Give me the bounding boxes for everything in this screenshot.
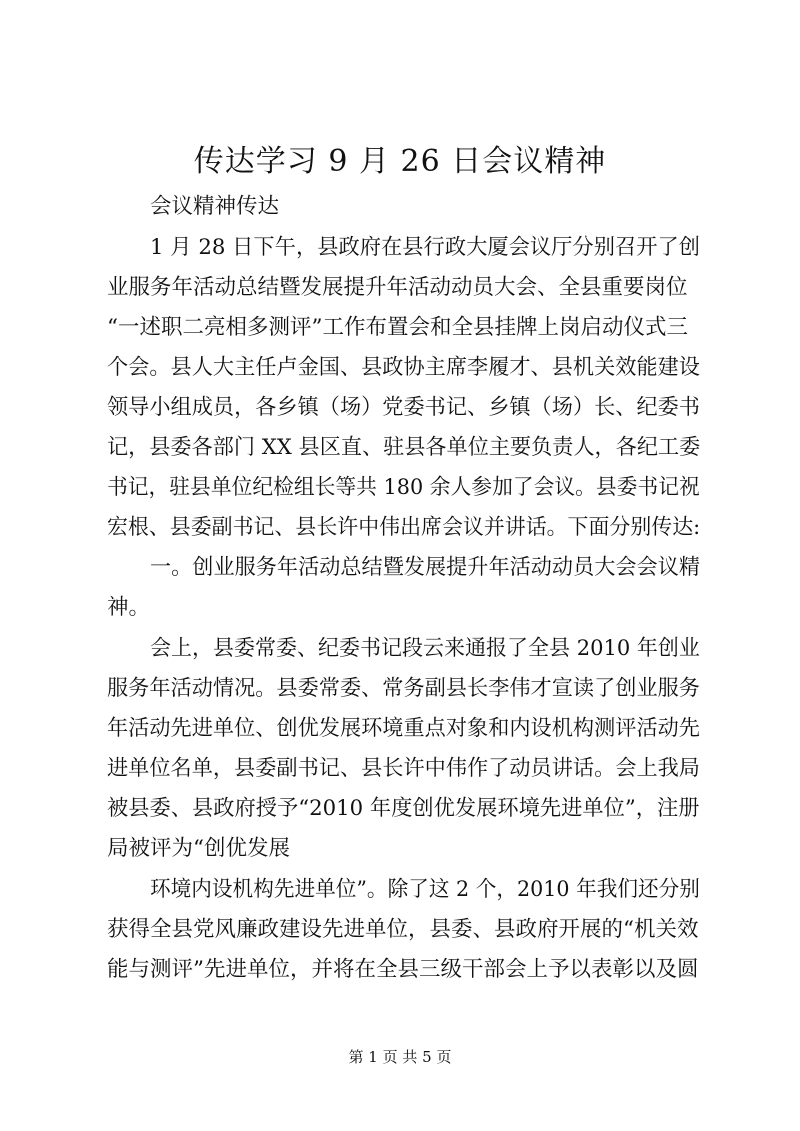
paragraph-line: 被县委、县政府授予“2010 年度创优发展环境先进单位”，注册 bbox=[107, 796, 700, 821]
paragraph-line: 宏根、县委副书记、县长许中伟出席会议并讲话。下面分别传达: bbox=[107, 515, 701, 540]
paragraph-line: 服务年活动情况。县委常委、常务副县长李伟才宣读了创业服务 bbox=[107, 676, 700, 701]
paragraph-line: 领导小组成员，各乡镇（场）党委书记、乡镇（场）长、纪委书 bbox=[107, 395, 700, 420]
paragraph-line: 环境内设机构先进单位”。除了这 2 个，2010 年我们还分别 bbox=[150, 877, 700, 902]
page-number-footer: 第 1 页 共 5 页 bbox=[348, 1048, 452, 1066]
paragraph-line: 书记，驻县单位纪检组长等共 180 余人参加了会议。县委书记祝 bbox=[107, 475, 700, 500]
paragraph-line: 神。 bbox=[107, 595, 151, 620]
paragraph-line: 业服务年活动总结暨发展提升年活动动员大会、全县重要岗位 bbox=[107, 275, 688, 300]
paragraph-line: 会上，县委常委、纪委书记段云来通报了全县 2010 年创业 bbox=[150, 636, 700, 661]
paragraph-line: 年活动先进单位、创优发展环境重点对象和内设机构测评活动先 bbox=[107, 716, 700, 741]
paragraph-line: 局被评为“创优发展 bbox=[107, 836, 290, 861]
paragraph-line: 个会。县人大主任卢金国、县政协主席李履才、县机关效能建设 bbox=[107, 355, 700, 380]
paragraph-line: 记，县委各部门 XX 县区直、驻县各单位主要负责人，各纪工委 bbox=[107, 435, 701, 460]
paragraph-line: 进单位名单，县委副书记、县长许中伟作了动员讲话。会上我局 bbox=[107, 756, 700, 781]
paragraph-line: 一。创业服务年活动总结暨发展提升年活动动员大会会议精 bbox=[150, 555, 701, 580]
paragraph-line: “一述职二亮相多测评”工作布置会和全县挂牌上岗启动仪式三 bbox=[107, 315, 688, 340]
paragraph-line: 1 月 28 日下午，县政府在县行政大厦会议厅分别召开了创 bbox=[150, 235, 701, 260]
paragraph-line: 获得全县党风廉政建设先进单位，县委、县政府开展的“机关效 bbox=[107, 917, 699, 942]
paragraph-line: 能与测评”先进单位，并将在全县三级干部会上予以表彰以及圆 bbox=[107, 957, 699, 982]
document-title: 传达学习 9 月 26 日会议精神 bbox=[193, 144, 607, 179]
paragraph-line: 会议精神传达 bbox=[150, 194, 280, 219]
